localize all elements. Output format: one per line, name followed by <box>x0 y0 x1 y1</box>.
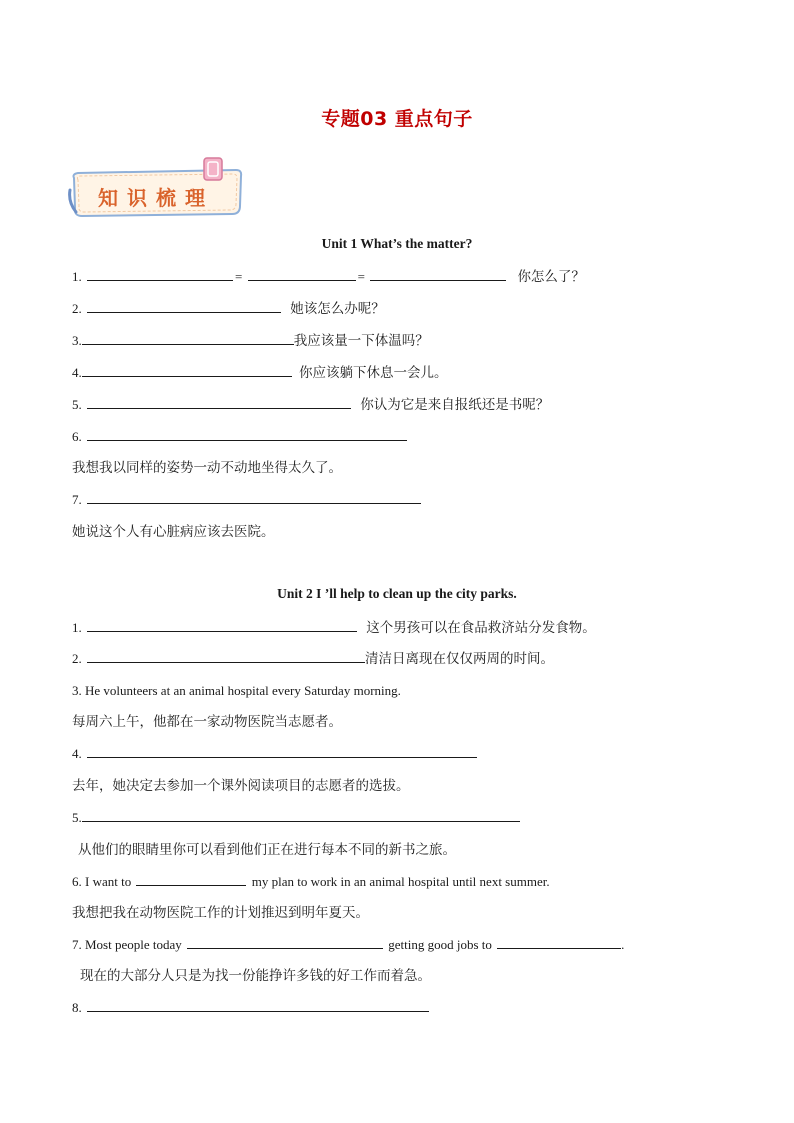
answer-blank[interactable] <box>87 745 477 758</box>
unit2-q3-zh: 每周六上午，他都在一家动物医院当志愿者。 <box>72 714 342 730</box>
unit2-q5-zh: 从他们的眼睛里你可以看到他们正在进行每本不同的新书之旅。 <box>78 842 456 858</box>
unit1-q3 <box>72 332 429 350</box>
answer-blank[interactable] <box>187 936 383 949</box>
answer-blank[interactable] <box>87 619 357 632</box>
unit2-heading: Unit 2 I ’ll help to clean up the city parks. <box>277 586 517 601</box>
q-number: 5. <box>72 810 82 825</box>
unit1-q5 <box>72 396 549 414</box>
answer-blank[interactable] <box>87 396 351 409</box>
zh-prompt: 你应该躺下休息一会儿。 <box>299 365 448 381</box>
answer-blank[interactable] <box>248 268 356 281</box>
badge-label: 知识梳理 <box>98 186 214 210</box>
q-number: 4. <box>72 365 82 380</box>
q-number: 1. <box>72 269 82 284</box>
sentence-start: 7. Most people today <box>72 937 182 952</box>
q-number: 6. <box>72 429 82 444</box>
q-number: 3. <box>72 333 82 348</box>
unit1-q7-zh: 她说这个人有心脏病应该去医院。 <box>72 524 275 540</box>
answer-blank[interactable] <box>87 999 429 1012</box>
q-number: 5. <box>72 397 82 412</box>
unit1-heading: Unit 1 What’s the matter? <box>321 236 473 251</box>
unit2-q5 <box>72 809 520 827</box>
sentence-start: 6. I want to <box>72 874 132 889</box>
unit2-q7 <box>72 936 624 954</box>
answer-blank[interactable] <box>87 650 365 663</box>
answer-blank[interactable] <box>136 873 246 886</box>
unit2-q4-zh: 去年，她决定去参加一个课外阅读项目的志愿者的选拔。 <box>72 778 410 794</box>
answer-blank[interactable] <box>87 428 407 441</box>
q-number: 8. <box>72 1000 82 1015</box>
zh-prompt: 这个男孩可以在食品救济站分发食物。 <box>366 620 596 636</box>
unit2-q7-zh: 现在的大部分人只是为找一份能挣许多钱的好工作而着急。 <box>80 968 431 984</box>
answer-blank[interactable] <box>82 364 292 377</box>
section-badge <box>68 156 246 220</box>
sentence-middle: getting good jobs to <box>388 937 492 952</box>
q-number: 4. <box>72 746 82 761</box>
answer-blank[interactable] <box>370 268 506 281</box>
zh-prompt: 你怎么了？ <box>517 269 585 285</box>
answer-blank[interactable] <box>87 300 281 313</box>
unit2-q6-zh: 我想把我在动物医院工作的计划推迟到明年夏天。 <box>72 905 369 921</box>
unit2-q4 <box>72 745 479 763</box>
q-number: 7. <box>72 492 82 507</box>
answer-blank[interactable] <box>82 332 294 345</box>
unit2-q1 <box>72 619 596 637</box>
q-number: 2. <box>72 301 82 316</box>
unit1-q7 <box>72 491 423 509</box>
zh-prompt: 你认为它是来自报纸还是书呢？ <box>360 397 550 413</box>
zh-prompt: 她该怎么办呢？ <box>290 301 385 317</box>
answer-blank[interactable] <box>497 936 621 949</box>
sentence-end: . <box>621 937 625 952</box>
unit1-q1 <box>72 268 585 286</box>
unit1-q6 <box>72 428 409 446</box>
unit1-q4 <box>72 364 448 382</box>
page-title: 专题03 重点句子 <box>321 108 473 130</box>
zh-prompt: 我应该量一下体温吗？ <box>293 333 429 349</box>
unit2-q3: 3. He volunteers at an animal hospital every Saturday morning. <box>72 683 401 698</box>
unit2-q6 <box>72 873 550 891</box>
zh-prompt: 清洁日离现在仅仅两周的时间。 <box>365 651 554 667</box>
answer-blank[interactable] <box>87 491 421 504</box>
sentence-end: my plan to work in an animal hospital until next summer. <box>251 874 550 889</box>
unit1-q6-zh: 我想我以同样的姿势一动不动地坐得太久了。 <box>72 460 342 476</box>
answer-blank[interactable] <box>82 809 520 822</box>
answer-blank[interactable] <box>87 268 233 281</box>
q-number: 1. <box>72 620 82 635</box>
equals-sign: = <box>357 269 365 284</box>
q-number: 2. <box>72 651 82 666</box>
unit2-q2 <box>72 650 554 668</box>
unit1-q2 <box>72 300 385 318</box>
equals-sign: = <box>235 269 243 284</box>
unit2-q8 <box>72 999 431 1017</box>
